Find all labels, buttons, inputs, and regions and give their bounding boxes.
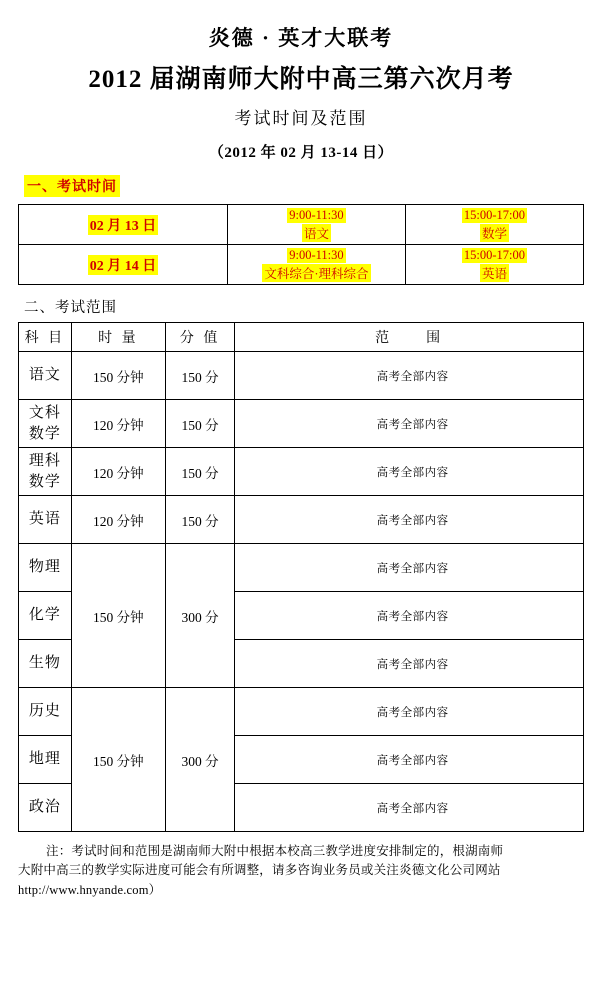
document-page — [0, 22, 602, 984]
page-subtitle: 考试时间及范围 — [234, 109, 368, 128]
morning-subject: 文科综合·理科综合 — [262, 264, 370, 282]
table-row — [19, 352, 584, 400]
cell-morning — [227, 245, 405, 285]
date-value: 02 月 13 日 — [88, 215, 159, 235]
cell-date — [19, 205, 228, 245]
cell-subject: 生物 — [19, 640, 72, 688]
exam-time-table — [18, 204, 584, 285]
cell-scope: 高考全部内容 — [235, 544, 584, 592]
cell-subject: 化学 — [19, 592, 72, 640]
section1-title: 一、考试时间 — [24, 175, 120, 197]
note-website: http://www.hnyande.com） — [18, 882, 162, 897]
subject-line2: 数学 — [28, 425, 61, 442]
cell-scope: 高考全部内容 — [235, 688, 584, 736]
table-row — [19, 245, 584, 285]
cell-subject: 物理 — [19, 544, 72, 592]
table-row — [19, 448, 584, 496]
cell-afternoon — [405, 245, 583, 285]
cell-scope: 高考全部内容 — [235, 784, 584, 832]
section2-title: 二、考试范围 — [24, 300, 117, 316]
cell-morning — [227, 205, 405, 245]
note-line-2: 大附中高三的教学实际进度可能会有所调整，请多咨询业务员或关注炎德文化公司网站 — [18, 863, 501, 878]
cell-subject — [19, 400, 72, 448]
cell-subject: 语文 — [19, 352, 72, 400]
note-line-1: 注：考试时间和范围是湖南师大附中根据本校高三教学进度安排制定的，根湖南师 — [46, 844, 504, 858]
col-header-duration: 时 量 — [71, 323, 165, 352]
cell-score: 150 分 — [165, 400, 234, 448]
afternoon-time: 15:00-17:00 — [463, 248, 526, 262]
table-row — [19, 496, 584, 544]
cell-score: 300 分 — [165, 688, 234, 832]
section-exam-scope — [18, 296, 584, 832]
cell-date — [19, 245, 228, 285]
table-header-row — [19, 323, 584, 352]
cell-score: 150 分 — [165, 448, 234, 496]
cell-duration: 150 分钟 — [71, 688, 165, 832]
cell-duration: 120 分钟 — [71, 448, 165, 496]
table-row — [19, 205, 584, 245]
morning-time: 9:00-11:30 — [289, 248, 344, 262]
afternoon-time: 15:00-17:00 — [463, 208, 526, 222]
table-row — [19, 544, 584, 592]
cell-score: 150 分 — [165, 352, 234, 400]
date-value: 02 月 14 日 — [88, 255, 159, 275]
cell-subject — [19, 448, 72, 496]
afternoon-subject: 英语 — [480, 264, 509, 282]
footer-note — [18, 842, 584, 900]
cell-duration: 150 分钟 — [71, 352, 165, 400]
cell-duration: 120 分钟 — [71, 400, 165, 448]
morning-time: 9:00-11:30 — [289, 208, 344, 222]
afternoon-subject: 数学 — [480, 224, 509, 242]
cell-scope: 高考全部内容 — [235, 736, 584, 784]
col-header-score: 分 值 — [165, 323, 234, 352]
exam-date-line: （2012 年 02 月 13-14 日） — [208, 145, 394, 161]
cell-score: 300 分 — [165, 544, 234, 688]
cell-duration: 150 分钟 — [71, 544, 165, 688]
cell-subject: 地理 — [19, 736, 72, 784]
col-header-subject: 科 目 — [19, 323, 72, 352]
brand-title: 炎德 · 英才大联考 — [208, 26, 394, 50]
exam-scope-table — [18, 322, 584, 832]
table-row — [19, 400, 584, 448]
subject-line1: 文科 — [28, 405, 61, 422]
cell-scope: 高考全部内容 — [235, 592, 584, 640]
cell-scope: 高考全部内容 — [235, 400, 584, 448]
subject-line1: 理科 — [28, 453, 61, 470]
subject-line2: 数学 — [28, 473, 61, 490]
table-row — [19, 688, 584, 736]
cell-scope: 高考全部内容 — [235, 352, 584, 400]
cell-scope: 高考全部内容 — [235, 496, 584, 544]
cell-score: 150 分 — [165, 496, 234, 544]
page-title: 2012 届湖南师大附中高三第六次月考 — [88, 66, 514, 93]
section-exam-time — [18, 162, 584, 285]
cell-subject: 历史 — [19, 688, 72, 736]
cell-duration: 120 分钟 — [71, 496, 165, 544]
cell-scope: 高考全部内容 — [235, 640, 584, 688]
morning-subject: 语文 — [302, 224, 331, 242]
cell-afternoon — [405, 205, 583, 245]
cell-subject: 政治 — [19, 784, 72, 832]
col-header-scope: 范 围 — [235, 323, 584, 352]
cell-subject: 英语 — [19, 496, 72, 544]
cell-scope: 高考全部内容 — [235, 448, 584, 496]
